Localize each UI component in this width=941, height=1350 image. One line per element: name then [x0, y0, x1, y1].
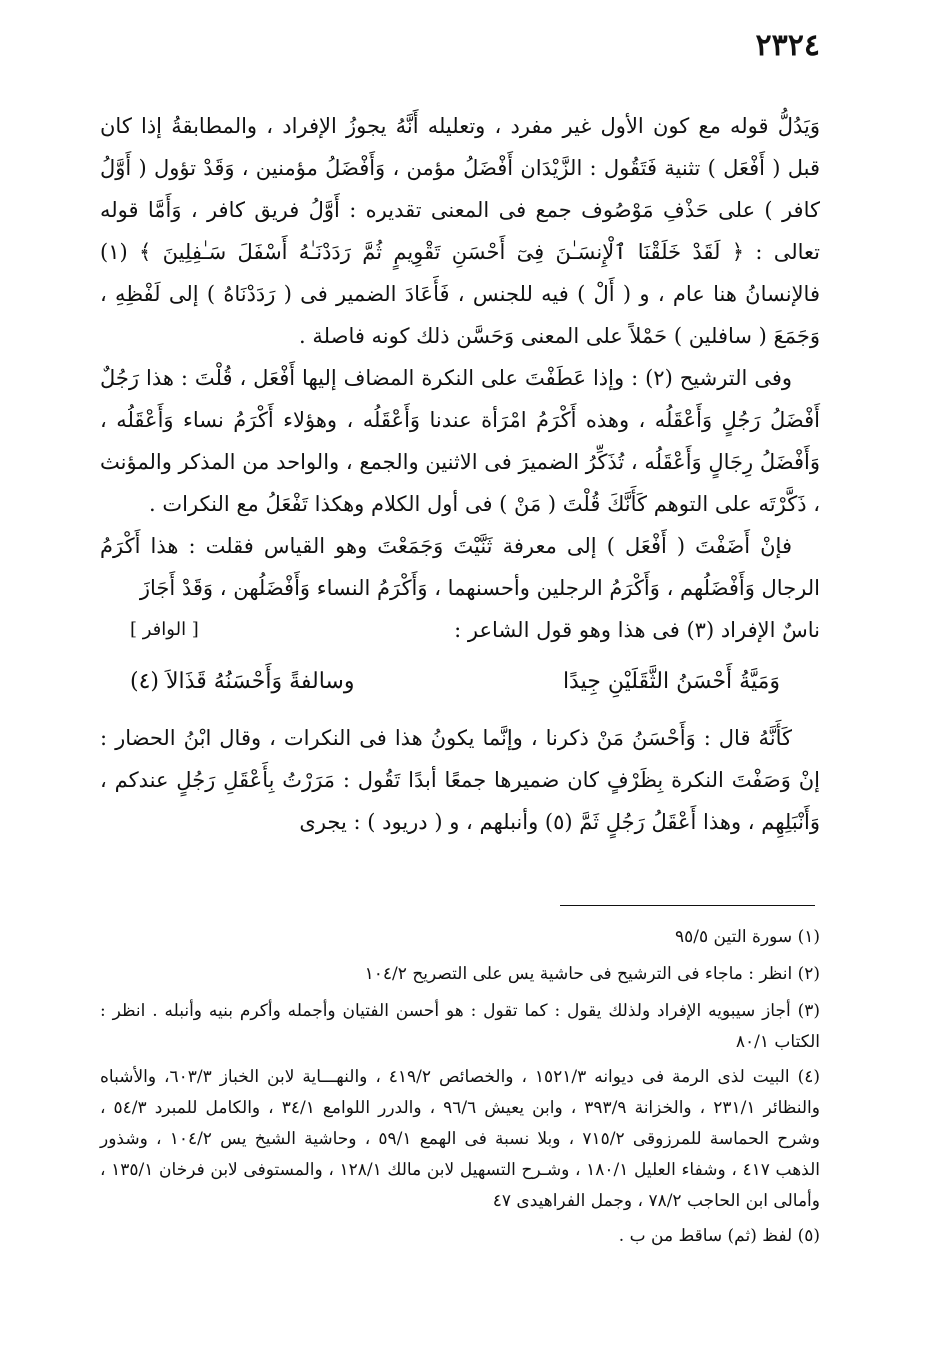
footnote-1: (١) سورة التين ٩٥/٥ — [675, 927, 820, 947]
footnote-4: (٤) البيت لذى الرمة فى ديوانه ١٥٢١/٣ ، والخصائص ٤١٩/٢ ، والنهـــاية لابن الخباز ٦٠٣/٣، والأشباه والنظائر ٢٣١/١ ، والخزانة ٣٩٣/٩ ، وابن يعيش ٩٦/٦ ، والدرر اللوامع ٣٤/١ ، والكامل للمبرد ٥٤/٣ ، وشرح الحماسة للمرزوقى ٧١٥/٢ ، وبلا نسبة فى الهمع ٥٩/١ ، وحاشية الشيخ يس ١٠٤/٢ ، وشذور الذهب ٤١٧ ، وشفاء العليل ١٨٠/١ ، وشـرح التسهيل لابن مالك ١٢٨/١ ، والمستوفى لابن فرخان ١٣٥/١ ، وأمالى ابن الحاجب ٧٨/٢ ، وجمل الفراهيدى ٤٧ — [100, 1067, 821, 1211]
main-text — [100, 105, 820, 843]
footnote-separator — [560, 905, 815, 906]
paragraph-2: وفى الترشيح (٢) : وإذا عَطَفْتَ على النكرة المضاف إليها أَفْعَل ، قُلْتَ : هذا رَجُلٌ أَفْضَلُ رَجُلٍ وَأَعْقَلُه ، وهذه أَكْرَمُ امْرَأة عندنا وَأَعْقَلُه ، وهؤلاء أَكْرَمُ نساء وَأَعْقَلُه ، وَأَفْضَلُ رِجَالٍ وَأَعْقَلُه ، تُذَكِّرُ الضميرَ فى الاثنين والجمع ، والواحد من المذكر والمؤنث ، ذَكَّرْتَه على التوهم كَأَنَّكَ قُلْتَ ( مَنْ ) فى أول الكلام وهكذا تَفْعَلُ مع النكرات . — [100, 366, 820, 516]
paragraph-3: فإنْ أَضَفْتَ ( أَفْعَل ) إلى معرفة ثَنَّيْتَ وَجَمَعْتَ وهو القياس فقلت : هذا أَكْرَمُ الرجال وَأَفْضَلُهم ، وَأَكْرَمُ الرجلين وأحسنهما ، وَأَكْرَمُ النساء وَأَفْضَلُهن ، وَقَدْ أَجَازَ — [100, 534, 820, 600]
footnote-5: (٥) لفظ (ثم) ساقط من ب . — [618, 1226, 820, 1246]
footnote-3: (٣) أجاز سيبويه الإفراد ولذلك يقول : كما تقول : هو أحسن الفتيان وأجمله وأكرم بنيه وأنبله . انظر : الكتاب ٨٠/١ — [100, 1001, 820, 1052]
verse-second-hemistich: وسالفةً وَأَحْسَنُهُ قَذَالاَ (٤) — [130, 669, 355, 694]
page-number: ٢٣٢٤ — [755, 28, 820, 63]
poetic-meter-label: [ الوافر ] — [130, 619, 199, 640]
verse-first-hemistich: وَمَيَّةُ أَحْسَنُ الثَّقَلَيْنِ جِيدًا — [562, 669, 780, 694]
verse-intro-line — [100, 609, 820, 651]
footnotes — [100, 922, 820, 1258]
paragraph-1: وَيَدُلُّ قوله مع كون الأول غير مفرد ، وتعليله أَنَّهُ يجوزُ الإفراد ، والمطابقةُ إذا كان قبل ( أَفْعَل ) تثنية فَتَقُول : الزَّيْدَان أَفْضَلُ مؤمن ، وَأَفْضَلُ مؤمنين ، وَقَدْ تؤول ( أَوَّلُ كافر ) على حَذْفِ مَوْصُوف جمع فى المعنى تقديره : أَوَّلُ فريق كافر ، وَأَمَّا قوله تعالى : ﴿ لَقَدْ خَلَقْنَا ٱلْإِنسَـٰنَ فِىٓ أَحْسَنِ تَقْوِيمٍ ثُمَّ رَدَدْنَـٰهُ أَسْفَلَ سَـٰفِلِينَ ﴾ (١) فالإنسانُ هنا عام ، و ( أَلْ ) فيه للجنس ، فَأَعَادَ الضمير فى ( رَدَدْنَاهُ ) إلى لَفْظِهِ ، وَجَمَعَ ( سافلين ) حَمْلاً على المعنى وَحَسَّن ذلك كونه فاصلة . — [100, 114, 820, 348]
paragraph-4: كَأَنَّهُ قال : وَأَحْسَنُ مَنْ ذكرنا ، وإنَّما يكونُ هذا فى النكرات ، وقال ابْنُ الحضار : إنْ وَصَفْتَ النكرة بِظَرْفٍ كان ضميرها جمعًا أبدًا تَقُول : مَرَرْتُ بِأَعْقَلِ رَجُلٍ عندكم ، وَأَنْبَلِهِم ، وهذا أَعْقَلُ رَجُلٍ ثَمَّ (٥) وأنبلهم ، و ( دريود ) : يجرى — [100, 726, 820, 834]
poetry-verse — [100, 651, 820, 717]
footnote-2: (٢) انظر : ماجاء فى الترشيح فى حاشية يس على التصريح ١٠٤/٢ — [364, 964, 820, 984]
verse-intro: ناسٌ الإفراد (٣) فى هذا وهو قول الشاعر : — [454, 618, 820, 642]
